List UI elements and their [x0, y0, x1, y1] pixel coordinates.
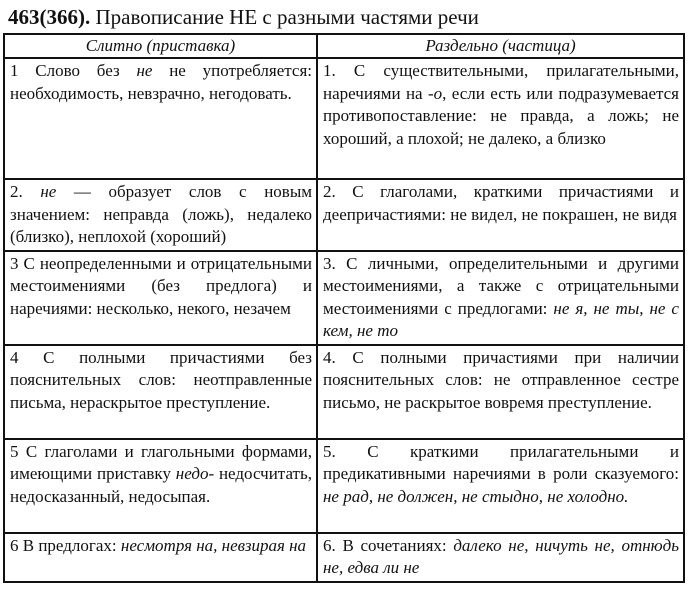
- example-text: не: [136, 61, 153, 80]
- rule-text: не употребляется: необходимость, невзрачно, негодовать.: [10, 61, 312, 103]
- table-row: [4, 251, 684, 345]
- rule-text: 2.: [10, 182, 41, 201]
- table-row: [4, 345, 684, 439]
- cell-right: [317, 533, 684, 582]
- rule-text: 4. С полными причастиями при наличии пояснительных слов: не отправленное сестре письмо, не раскрытое вовремя преступление.: [323, 347, 679, 412]
- example-text: -о: [427, 83, 443, 103]
- header-joined: Слитно (приставка): [4, 34, 317, 58]
- rule-text: 2. С глаголами, краткими причастиями и деепричастиями: не видел, не покрашен, не видя: [323, 182, 679, 224]
- cell-left: [4, 345, 317, 439]
- rule-text: недосчитать, недосказанный, недосыпая.: [10, 464, 312, 506]
- cell-left: [4, 533, 317, 582]
- example-text: несмотря на, невзирая на: [120, 535, 307, 555]
- table-row: [4, 179, 684, 251]
- title-text: Правописание НЕ с разными частями речи: [90, 5, 479, 29]
- rule-text: 6 В предлогах:: [10, 535, 121, 555]
- example-text: далеко не, ничуть не, отнюдь не, едва ли не: [323, 535, 679, 577]
- cell-right: [317, 58, 684, 179]
- rule-text: 6. В сочетаниях:: [323, 535, 454, 555]
- cell-left: [4, 58, 317, 179]
- cell-left: [4, 179, 317, 251]
- cell-right: [317, 345, 684, 439]
- header-separate: Раздельно (частица): [317, 34, 684, 58]
- rule-text: 4 С полными причастиями без пояснительных слов: неотправленные письма, нераскрытое преступление.: [10, 347, 312, 412]
- rules-table: [3, 33, 685, 583]
- table-header-row: [4, 34, 684, 58]
- example-text: не: [40, 182, 57, 201]
- cell-right: [317, 251, 684, 345]
- rule-text: , если есть или подразумевается противопоставление: не правда, а ложь; не хороший, а плохой; не далеко, а близко: [323, 83, 680, 148]
- cell-right: [317, 179, 684, 251]
- rule-text: 5. С краткими прилагательными и предикативными наречиями в роли сказуемого:: [323, 441, 679, 483]
- cell-right: [317, 439, 684, 533]
- cell-left: [4, 251, 317, 345]
- cell-left: [4, 439, 317, 533]
- rule-text: 5 С глаголами и глагольными формами, имеющими приставку: [10, 441, 312, 483]
- page-title: [8, 2, 684, 32]
- table-row: [4, 58, 684, 179]
- table-row: [4, 533, 684, 582]
- rule-text: 3. С личными, определительными и другими местоимениями, а также с отрицательными местоимениями с предлогами:: [323, 253, 679, 318]
- table-row: [4, 439, 684, 533]
- example-text: не рад, не должен, не стыдно, не холодно.: [323, 486, 629, 506]
- example-text: недо-: [175, 464, 215, 483]
- example-text: не я, не ты, не с кем, не то: [323, 298, 679, 340]
- rule-text: 1. С существительными, прилагательными, наречиями на: [323, 61, 679, 103]
- exercise-number: 463(366).: [8, 5, 91, 29]
- rule-text: 1 Слово без: [10, 61, 137, 80]
- rule-text: 3 С неопределенными и отрицательными местоимениями (без предлога) и наречиями: несколько, некого, незачем: [10, 253, 312, 318]
- rule-text: — образует слов с новым значением: неправда (ложь), недалеко (близко), неплохой (хороший): [10, 182, 312, 246]
